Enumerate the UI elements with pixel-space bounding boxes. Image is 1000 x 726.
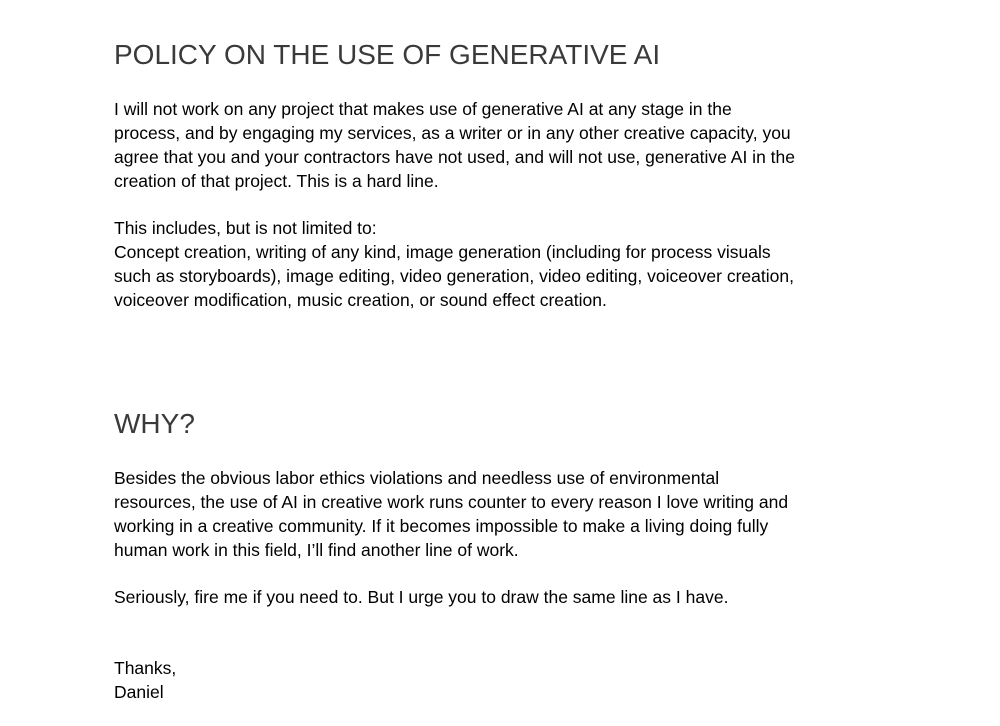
policy-intro-line: agree that you and your contractors have not used, and will not use, generative AI in the (114, 147, 795, 167)
policy-scope-line: Concept creation, writing of any kind, image generation (including for process visuals (114, 242, 771, 262)
signoff-thanks: Thanks, (114, 658, 177, 678)
policy-intro-line: process, and by engaging my services, as a writer or in any other creative capacity, you (114, 123, 791, 143)
why-reason-line: human work in this field, I’ll find another line of work. (114, 540, 519, 560)
policy-scope-line: voiceover modification, music creation, or sound effect creation. (114, 290, 607, 310)
why-closing-line: Seriously, fire me if you need to. But I urge you to draw the same line as I have. (114, 587, 729, 607)
why-reason-line: resources, the use of AI in creative work runs counter to every reason I love writing and (114, 492, 789, 512)
policy-title: POLICY ON THE USE OF GENERATIVE AI (114, 39, 661, 70)
why-reason-paragraph (114, 466, 788, 562)
why-title: WHY? (114, 408, 195, 439)
why-reason-line: Besides the obvious labor ethics violations and needless use of environmental (114, 468, 720, 488)
policy-scope-line: such as storyboards), image editing, video generation, video editing, voiceover creation, (114, 266, 794, 286)
signoff-name: Daniel (114, 682, 164, 702)
policy-intro-line: I will not work on any project that makes use of generative AI at any stage in the (114, 99, 732, 119)
policy-intro-line: creation of that project. This is a hard line. (114, 171, 439, 191)
policy-scope-paragraph (114, 216, 794, 312)
policy-scope-line: This includes, but is not limited to: (114, 218, 377, 238)
policy-intro-paragraph (114, 97, 795, 193)
why-reason-line: working in a creative community. If it becomes impossible to make a living doing fully (114, 516, 769, 536)
why-closing-paragraph (114, 585, 728, 609)
signoff (114, 656, 176, 704)
